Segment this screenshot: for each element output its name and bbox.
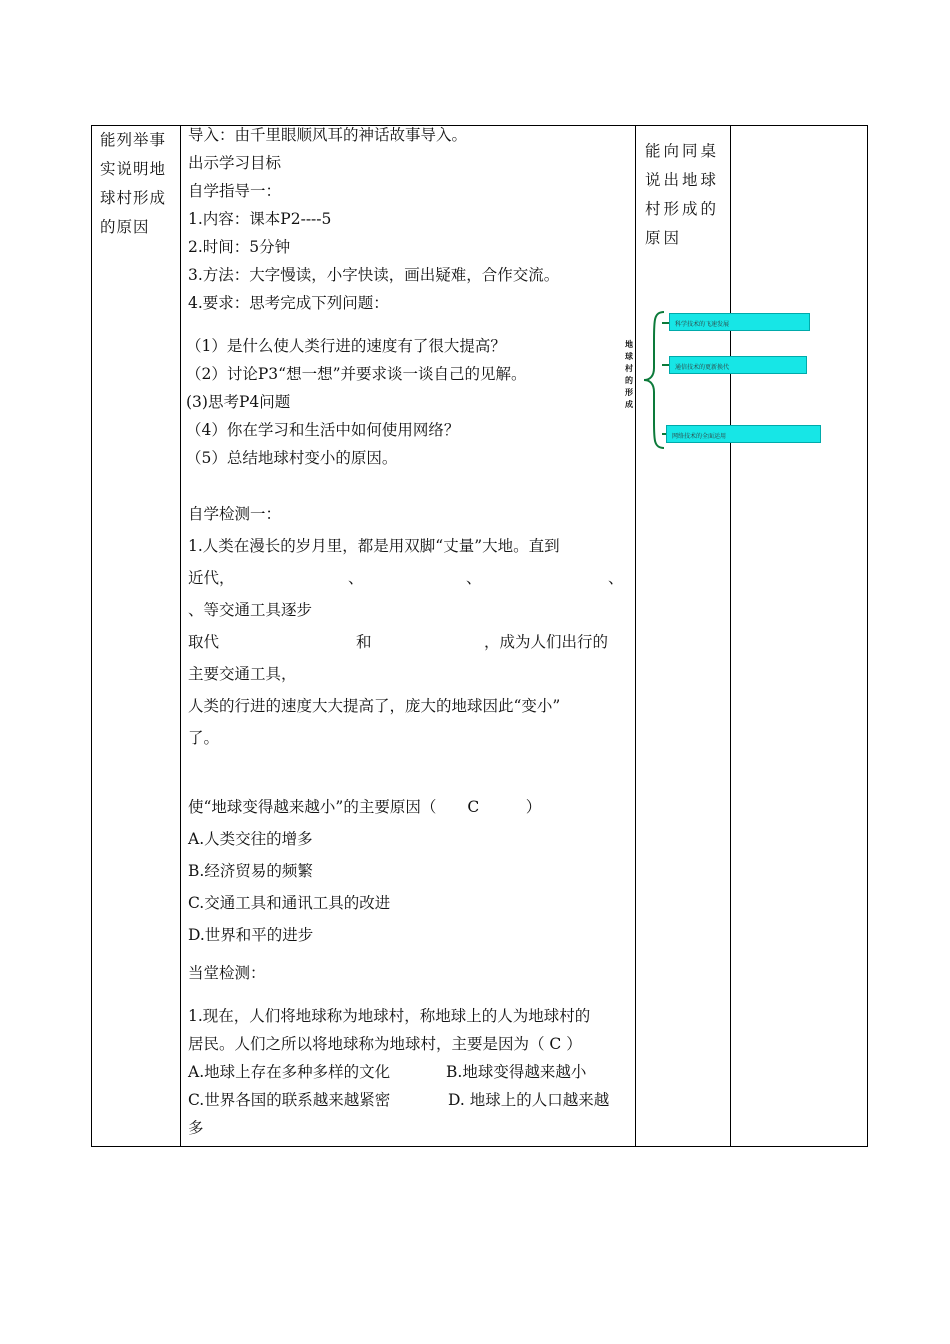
check-line: 取代 <box>188 633 220 651</box>
choice-option: A.人类交往的增多 <box>188 830 313 848</box>
blank-separator: 、 <box>608 569 624 587</box>
mindmap-item: 科学技术的飞速发展 <box>669 313 810 331</box>
column-divider <box>730 126 731 1146</box>
class-option: A.地球上存在多种多样的文化 <box>188 1063 391 1081</box>
activity-cell: 能向同桌说出地球村形成的原因 <box>645 142 720 247</box>
blank-separator: 、 <box>466 569 482 587</box>
check-line: 主要交通工具， <box>188 665 297 683</box>
check-title: 自学检测一： <box>188 505 282 523</box>
choice-option: B.经济贸易的频繁 <box>188 862 313 880</box>
question-item: (3)思考P4问题 <box>186 393 291 411</box>
mindmap-brace-icon <box>640 310 666 450</box>
column-divider <box>635 126 636 1146</box>
class-line: 居民。人们之所以将地球称为地球村，主要是因为（ C ） <box>188 1035 582 1053</box>
objective-cell: 能列举事实说明地球村形成的原因 <box>100 131 167 236</box>
question-item: （2）讨论P3“想一想”并要求谈一谈自己的见解。 <box>186 365 527 383</box>
check-line: ，成为人们出行的 <box>484 633 609 651</box>
choice-option: C.交通工具和通讯工具的改进 <box>188 894 391 912</box>
guide-title: 自学指导一： <box>188 182 282 200</box>
column-divider <box>180 126 181 1146</box>
guide-item: 3.方法：大字慢读，小字快读，画出疑难，合作交流。 <box>188 266 560 284</box>
question-item: （4）你在学习和生活中如何使用网络？ <box>186 421 460 439</box>
check-line: 、等交通工具逐步 <box>188 601 313 619</box>
question-item: （1）是什么使人类行进的速度有了很大提高？ <box>186 337 506 355</box>
guide-item: 4.要求：思考完成下列问题： <box>188 294 389 312</box>
mindmap-center-label: 地球村的形成 <box>625 340 633 409</box>
check-line: 近代， <box>188 569 235 587</box>
class-line: 多 <box>188 1119 204 1137</box>
check-line: 1.人类在漫长的岁月里，都是用双脚“丈量”大地。直到 <box>188 537 560 555</box>
choice-question: 使“地球变得越来越小”的主要原因（ C ） <box>188 798 542 816</box>
check-line: 和 <box>356 633 372 651</box>
lesson-table <box>91 125 868 1147</box>
goal-line: 出示学习目标 <box>188 154 282 172</box>
mindmap-item: 通信技术的更新换代 <box>669 356 807 374</box>
class-option: B.地球变得越来越小 <box>446 1063 587 1081</box>
choice-option: D.世界和平的进步 <box>188 926 314 944</box>
class-title: 当堂检测： <box>188 964 266 982</box>
class-line: 1.现在，人们将地球称为地球村，称地球上的人为地球村的 <box>188 1007 591 1025</box>
question-item: （5）总结地球村变小的原因。 <box>186 449 398 467</box>
guide-item: 2.时间：5分钟 <box>188 238 291 256</box>
check-line: 了。 <box>188 729 220 747</box>
check-line: 人类的行进的速度大大提高了，庞大的地球因此“变小” <box>188 697 561 715</box>
class-option: C.世界各国的联系越来越紧密 <box>188 1091 391 1109</box>
class-option: D. 地球上的人口越来越 <box>448 1091 610 1109</box>
intro-line: 导入：由千里眼顺风耳的神话故事导入。 <box>188 126 468 144</box>
blank-separator: 、 <box>348 569 364 587</box>
mindmap-item: 网络技术的全面运用 <box>666 425 821 443</box>
guide-item: 1.内容：课本P2----5 <box>188 210 332 228</box>
